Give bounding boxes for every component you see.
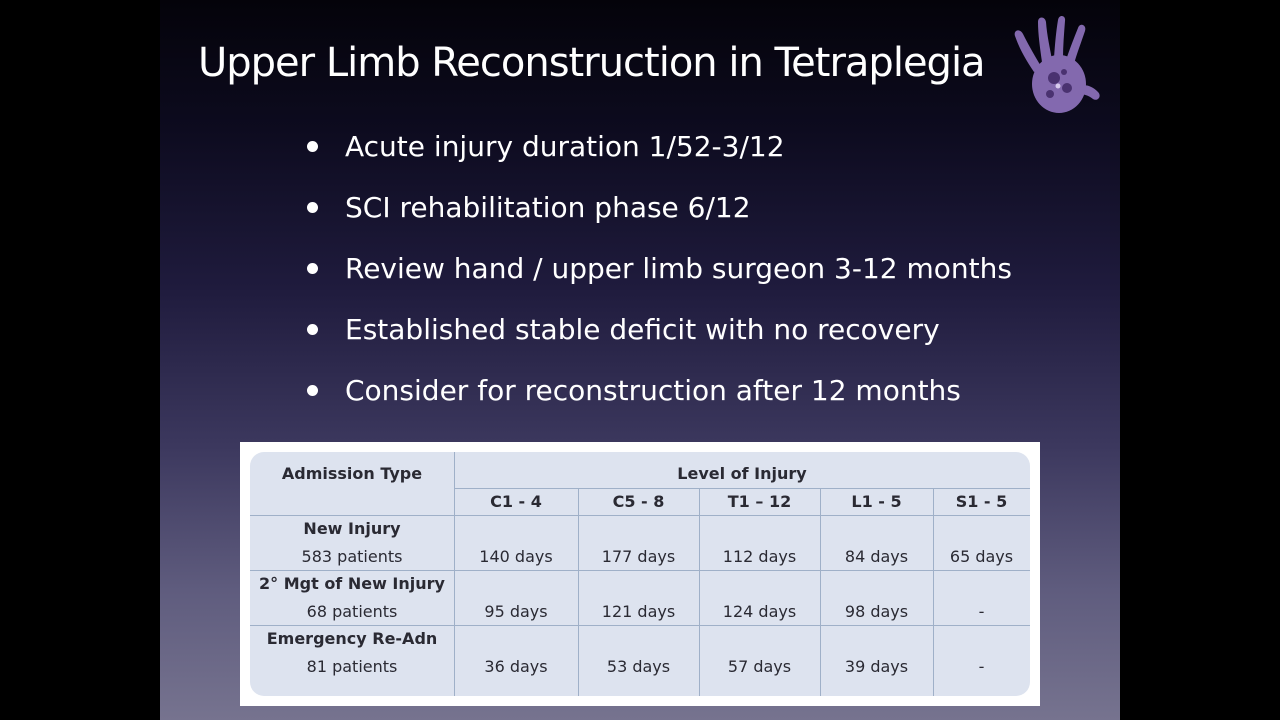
bullet-dot-icon xyxy=(307,324,318,335)
table-cell: 65 days xyxy=(949,547,1014,566)
row-patient-count: 68 patients xyxy=(306,602,398,621)
table-cell: 95 days xyxy=(484,602,548,621)
column-header: C1 - 4 xyxy=(490,492,542,511)
row-admission-type: Emergency Re-Adn xyxy=(266,629,438,648)
bullet-dot-icon xyxy=(307,141,318,152)
slide xyxy=(160,0,1120,720)
table-cell: 57 days xyxy=(727,657,792,676)
bullet-text: SCI rehabilitation phase 6/12 xyxy=(345,191,751,224)
column-header: L1 - 5 xyxy=(851,492,902,511)
column-header: T1 – 12 xyxy=(727,492,792,511)
bullet-dot-icon xyxy=(307,263,318,274)
bullet-text: Established stable deficit with no recovery xyxy=(345,313,940,346)
table-divider xyxy=(250,570,1030,571)
table-cell: 36 days xyxy=(484,657,548,676)
row-patient-count: 81 patients xyxy=(306,657,398,676)
length-of-stay-table-image xyxy=(240,442,1040,706)
bullet-list xyxy=(300,122,1012,427)
table-cell: 140 days xyxy=(479,547,553,566)
bullet-item xyxy=(300,244,1012,305)
table-cell: 84 days xyxy=(844,547,909,566)
table-divider xyxy=(454,488,1030,489)
length-of-stay-table xyxy=(250,452,1030,696)
row-admission-type: New Injury xyxy=(303,519,401,538)
purple-hand-print-icon xyxy=(1012,14,1102,118)
bullet-item xyxy=(300,305,1012,366)
bullet-text: Consider for reconstruction after 12 months xyxy=(345,374,961,407)
table-cell: 121 days xyxy=(601,602,676,621)
bullet-item xyxy=(300,366,1012,427)
table-cell: - xyxy=(978,657,985,676)
slide-title: Upper Limb Reconstruction in Tetraplegia xyxy=(198,40,985,86)
bullet-text: Review hand / upper limb surgeon 3-12 months xyxy=(345,252,1012,285)
table-cell: 177 days xyxy=(601,547,676,566)
bullet-text: Acute injury duration 1/52-3/12 xyxy=(345,130,785,163)
table-cell: 53 days xyxy=(606,657,671,676)
row-patient-count: 583 patients xyxy=(301,547,403,566)
table-cell: 39 days xyxy=(844,657,909,676)
table-cell: 112 days xyxy=(722,547,797,566)
bullet-item xyxy=(300,183,1012,244)
row-admission-type: 2° Mgt of New Injury xyxy=(259,574,445,593)
table-cell: 98 days xyxy=(844,602,909,621)
level-of-injury-header: Level of Injury xyxy=(677,464,807,483)
column-header: S1 - 5 xyxy=(955,492,1008,511)
table-cell: - xyxy=(978,602,985,621)
admission-type-header: Admission Type xyxy=(281,464,423,483)
column-header: C5 - 8 xyxy=(612,492,665,511)
table-divider xyxy=(250,515,1030,516)
table-divider xyxy=(250,625,1030,626)
bullet-item xyxy=(300,122,1012,183)
bullet-dot-icon xyxy=(307,202,318,213)
bullet-dot-icon xyxy=(307,385,318,396)
table-cell: 124 days xyxy=(722,602,797,621)
